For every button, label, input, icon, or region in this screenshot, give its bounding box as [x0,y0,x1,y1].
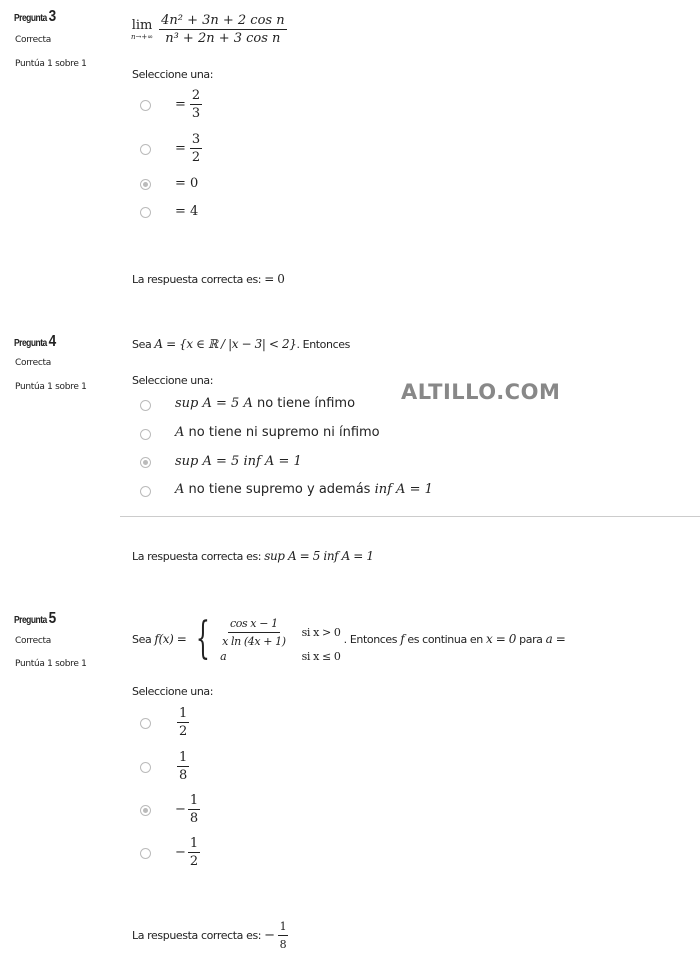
option-label[interactable]: = 0 [175,176,199,191]
option-radio[interactable] [140,207,151,218]
option-label[interactable]: A no tiene ni supremo ni ínfimo [175,425,380,440]
correct-answer: La respuesta correcta es: − $\frac{1}{8}$ [132,920,287,951]
question-score: Puntúa 1 sobre 1 [15,382,87,392]
watermark: ALTILLO.COM [401,380,561,404]
question-number: Pregunta 5 [14,610,56,627]
option-radio[interactable] [140,762,151,773]
question-status: Correcta [15,35,51,45]
option-radio[interactable] [140,718,151,729]
option-radio-selected[interactable] [140,179,151,190]
option-label[interactable]: sup A = 5 A no tiene ínfimo [175,396,356,411]
option-radio[interactable] [140,848,151,859]
question-status: Correcta [15,636,51,646]
option-label[interactable]: $\frac{1}{8}$ [179,750,188,783]
question-score: Puntúa 1 sobre 1 [15,659,87,669]
option-label[interactable]: = $\frac{2}{3}$ [175,88,201,121]
select-label: Seleccione una: [132,68,214,81]
option-label[interactable]: $\frac{1}{2}$ [179,706,188,739]
lim: lim [131,18,153,33]
question-status: Correcta [15,358,51,368]
numerator: 4n² + 3n + 2 cos n [161,13,285,28]
question-prompt [131,12,287,47]
option-radio-selected[interactable] [140,457,151,468]
denominator: n³ + 2n + 3 cos n [165,31,281,46]
select-label: Seleccione una: [132,685,214,698]
option-radio[interactable] [140,429,151,440]
option-label[interactable]: A no tiene supremo y además inf A = 1 [175,482,433,497]
option-radio[interactable] [140,486,151,497]
correct-answer: La respuesta correcta es: sup A = 5 inf A = 1 [132,549,374,563]
question-score: Puntúa 1 sobre 1 [15,59,87,69]
question-prompt: Sea A = {x ∈ ℝ / |x − 3| < 2}. Entonces [132,337,350,351]
select-label: Seleccione una: [132,374,214,387]
question-number: Pregunta 3 [14,8,56,25]
option-label[interactable]: − $\frac{1}{2}$ [175,836,199,869]
lim-subscript: n→+∞ [131,33,154,41]
correct-answer: La respuesta correcta es: = 0 [132,272,285,286]
option-label[interactable]: − $\frac{1}{8}$ [175,793,199,826]
option-radio[interactable] [140,400,151,411]
option-radio-selected[interactable] [140,805,151,816]
option-radio[interactable] [140,100,151,111]
option-label[interactable]: = $\frac{3}{2}$ [175,132,201,165]
question-number: Pregunta 4 [14,333,56,350]
option-label[interactable]: = 4 [175,204,199,219]
option-label[interactable]: sup A = 5 inf A = 1 [175,454,302,469]
question-prompt: Sea f(x) = { $\frac{\text{cos x − 1}}{\text{x ln (4x + 1)}}$ si x > 0 a si x ≤ 0 . Entonces f es continua en x = 0 para a = [132,613,566,664]
option-radio[interactable] [140,144,151,155]
divider [120,516,700,517]
